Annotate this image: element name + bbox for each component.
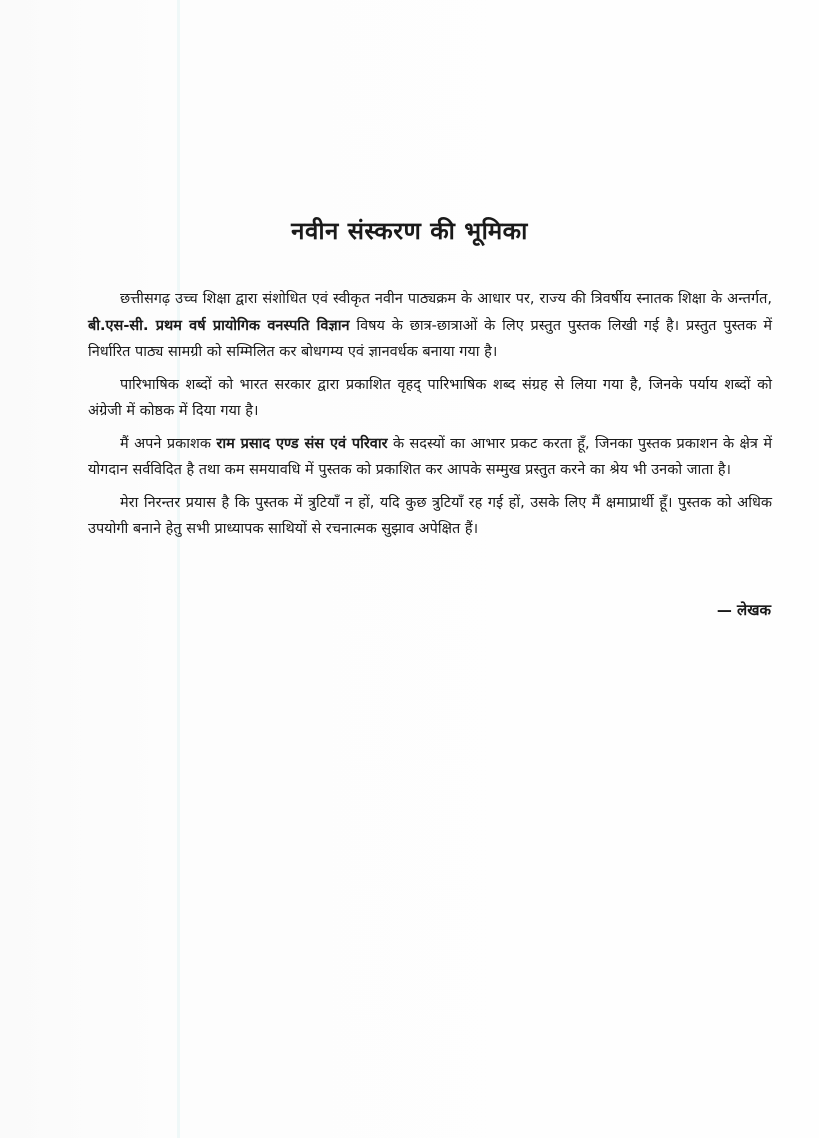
paragraph-1 (88, 286, 772, 366)
scan-artifact (177, 0, 180, 1138)
paragraph-3 (88, 431, 772, 484)
course-name: बी.एस-सी. प्रथम वर्ष प्रायोगिक वनस्पति विज्ञान (88, 317, 350, 334)
text: मेरा निरन्तर प्रयास है कि पुस्तक में त्रुटियाँ न हों, यदि कुछ त्रुटियाँ रह गई हों, उसके लिए मैं क्षमाप्रार्थी हूँ। पुस्तक को अधिक उपयोगी बनाने हेतु सभी प्राध्यापक साथियों से रचनात्मक सुझाव अपेक्षित हैं। (88, 494, 772, 537)
page-title: नवीन संस्करण की भूमिका (291, 217, 528, 245)
text: छत्तीसगढ़ उच्च शिक्षा द्वारा संशोधित एवं स्वीकृत नवीन पाठ्यक्रम के आधार पर, राज्य की त्रिवर्षीय स्नातक शिक्षा के अन्तर्गत, (120, 291, 772, 307)
publisher-name: राम प्रसाद एण्ड संस एवं परिवार (216, 435, 388, 452)
text: विषय के छात्र-छात्राओं के लिए प्रस्तुत पुस्तक लिखी गई है। प्रस्तुत पुस्तक में निर्धारित पाठ्य सामग्री को सम्मिलित कर बोधगम्य एवं ज्ञानवर्धक बनाया गया है। (88, 317, 772, 360)
text: के सदस्यों का आभार प्रकट करता हूँ, जिनका पुस्तक प्रकाशन के क्षेत्र में योगदान सर्वविदित है तथा कम समयावधि में पुस्तक को प्रकाशित कर आपके सम्मुख प्रस्तुत करने का श्रेय भी उनको जाता है। (88, 435, 773, 478)
text: मैं अपने प्रकाशक (120, 435, 217, 452)
text: पारिभाषिक शब्दों को भारत सरकार द्वारा प्रकाशित वृहद् पारिभाषिक शब्द संग्रह से लिया गया है, जिनके पर्याय शब्दों को अंग्रेजी में कोष्ठक में दिया गया है। (88, 376, 772, 419)
paragraph-4 (88, 490, 772, 543)
preface-body (88, 286, 772, 549)
author-signature: — लेखक (716, 601, 771, 619)
paragraph-2 (88, 372, 772, 425)
